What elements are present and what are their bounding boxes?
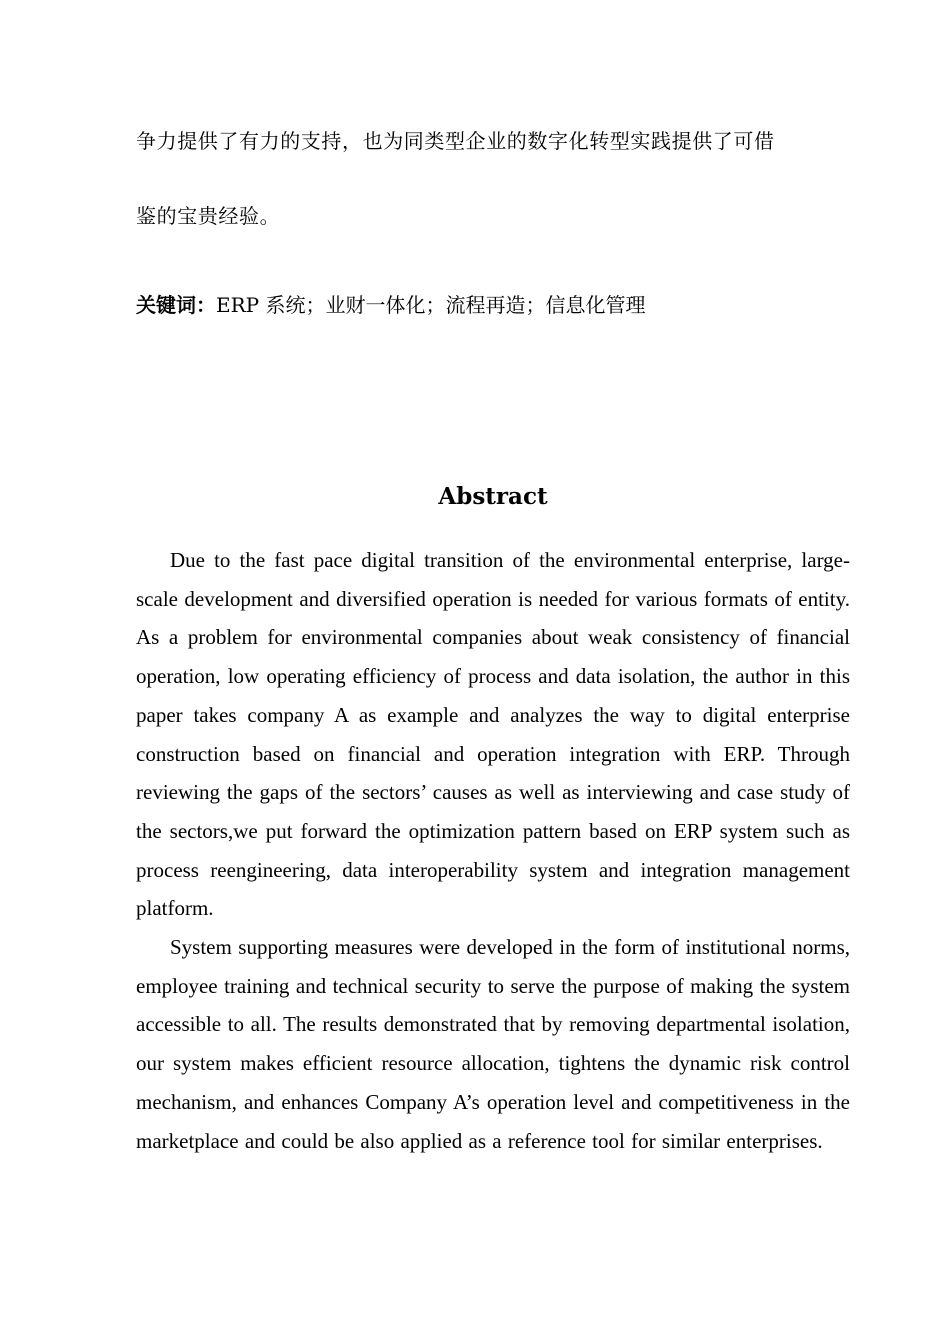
keyword-business-finance-integration: 业财一体化； — [325, 293, 446, 317]
abstract-paragraph-2: System supporting measures were developed in the form of institutional norms, employee training and technical security to serve the purpose of making the system accessible to all. The results demonstrated that by removing departmental isolation, our system makes efficient resource allocation, tightens the dynamic risk control mechanism, and enhances Company A’s operation level and competitiveness in the marketplace and could be also applied as a reference tool for similar enterprises. — [136, 935, 850, 1153]
abstract-heading: Abstract — [438, 483, 548, 511]
keywords-line — [136, 291, 850, 319]
keyword-erp-system: ERP 系统； — [216, 293, 326, 317]
abstract-paragraph-1: Due to the fast pace digital transition of the environmental enterprise, large-scale development and diversified operation is needed for various formats of entity. As a problem for environmental companies about weak consistency of financial operation, low operating efficiency of process and data isolation, the author in this paper takes company A as example and analyzes the way to digital enterprise construction based on financial and operation integration with ERP. Through reviewing the gaps of the sectors’ causes as well as interviewing and case study of the sectors,we put forward the optimization pattern based on ERP system such as process reengineering, data interoperability system and integration management platform. — [136, 548, 850, 921]
chinese-abstract-line-1: 争力提供了有力的支持，也为同类型企业的数字化转型实践提供了可借 — [136, 129, 775, 153]
keyword-process-reengineering: 流程再造； — [445, 293, 546, 317]
abstract-body — [136, 541, 850, 1160]
keyword-information-management: 信息化管理 — [545, 293, 646, 317]
keywords-label: 关键词： — [136, 293, 216, 317]
chinese-abstract-line-2: 鉴的宝贵经验。 — [136, 204, 281, 228]
